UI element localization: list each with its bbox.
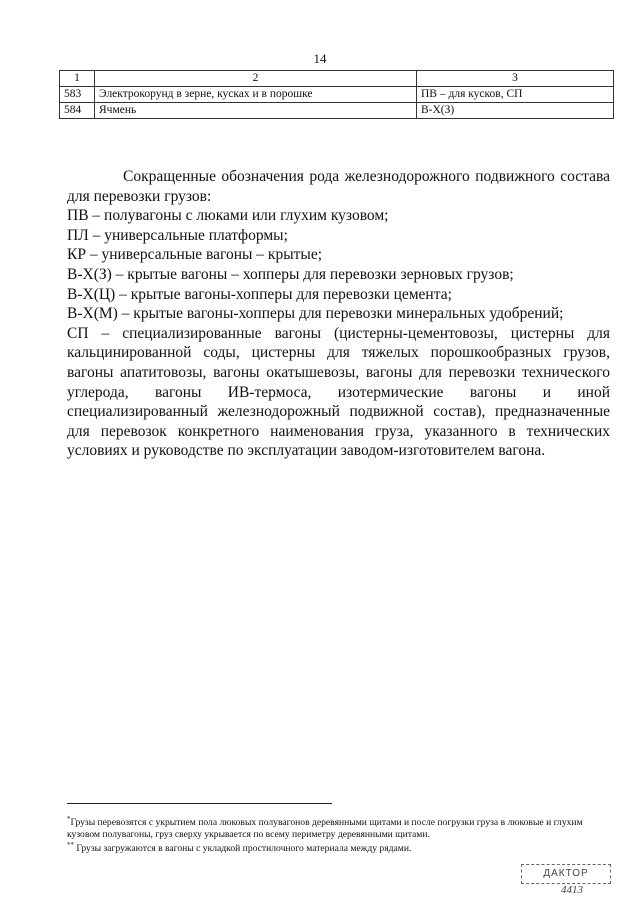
intro-paragraph: Сокращенные обозначения рода железнодорожного подвижного состава для перевозки грузов: — [67, 168, 610, 205]
row-number: 584 — [60, 103, 95, 119]
abbreviations-section — [67, 167, 610, 461]
header-col-1: 1 — [60, 71, 95, 87]
wagon-type: ПВ – для кусков, СП — [417, 87, 614, 103]
header-col-2: 2 — [95, 71, 417, 87]
cargo-table — [59, 70, 614, 119]
footnote-divider — [67, 803, 332, 804]
stamp-label: ДАКТОР — [521, 864, 611, 884]
definition-vkh-ts: В-Х(Ц) – крытые вагоны-хопперы для перевозки цемента; — [67, 285, 452, 303]
footnote — [67, 840, 617, 855]
footnote-text: Грузы перевозятся с укрытием пола люковых полувагонов деревянными щитами и после погрузки груза в люковые и глухим кузовом полувагоны, груз сверху укрывается по всему периметру деревянными щитами. — [67, 817, 583, 840]
stamp-number: 4413 — [561, 884, 583, 896]
cargo-name: Ячмень — [95, 103, 417, 119]
definition-sp: СП – специализированные вагоны (цистерны-цементовозы, цистерны для кальцинированной соды, цистерны для тяжелых порошкообразных грузов, вагоны апатитовозы, вагоны окатышевозы, вагоны для перевозки технического углерода, вагоны ИВ-термоса, изотермические вагоны и иной специализированный железнодорожный подвижной состав), предназначенные для перевозок конкретного наименования груза, указанного в технических условиях и руководстве по эксплуатации заводом-изготовителем вагона. — [67, 324, 610, 460]
definition-pl: ПЛ – универсальные платформы; — [67, 226, 288, 244]
page-number: 14 — [313, 51, 327, 66]
footnote-text: Грузы загружаются в вагоны с укладкой простилочного материала между рядами. — [76, 843, 412, 855]
table-row — [60, 103, 614, 119]
definition-vkh-m: В-Х(М) – крытые вагоны-хопперы для перевозки минеральных удобрений; — [67, 305, 564, 323]
definition-pv: ПВ – полувагоны с люками или глухим кузовом; — [67, 207, 389, 225]
footnote — [67, 814, 617, 840]
footnotes — [67, 814, 617, 855]
footnote-mark: ** — [67, 841, 74, 850]
header-col-3: 3 — [417, 71, 614, 87]
wagon-type: В-Х(З) — [417, 103, 614, 119]
row-number: 583 — [60, 87, 95, 103]
table-header-row — [60, 71, 614, 87]
definition-vkh-z: В-Х(З) – крытые вагоны – хопперы для перевозки зерновых грузов; — [67, 265, 514, 283]
definition-kr: КР – универсальные вагоны – крытые; — [67, 246, 323, 264]
footnote-mark: * — [67, 815, 71, 823]
table-row — [60, 87, 614, 103]
cargo-name: Электрокорунд в зерне, кусках и в порошке — [95, 87, 417, 103]
stamp — [521, 864, 613, 904]
